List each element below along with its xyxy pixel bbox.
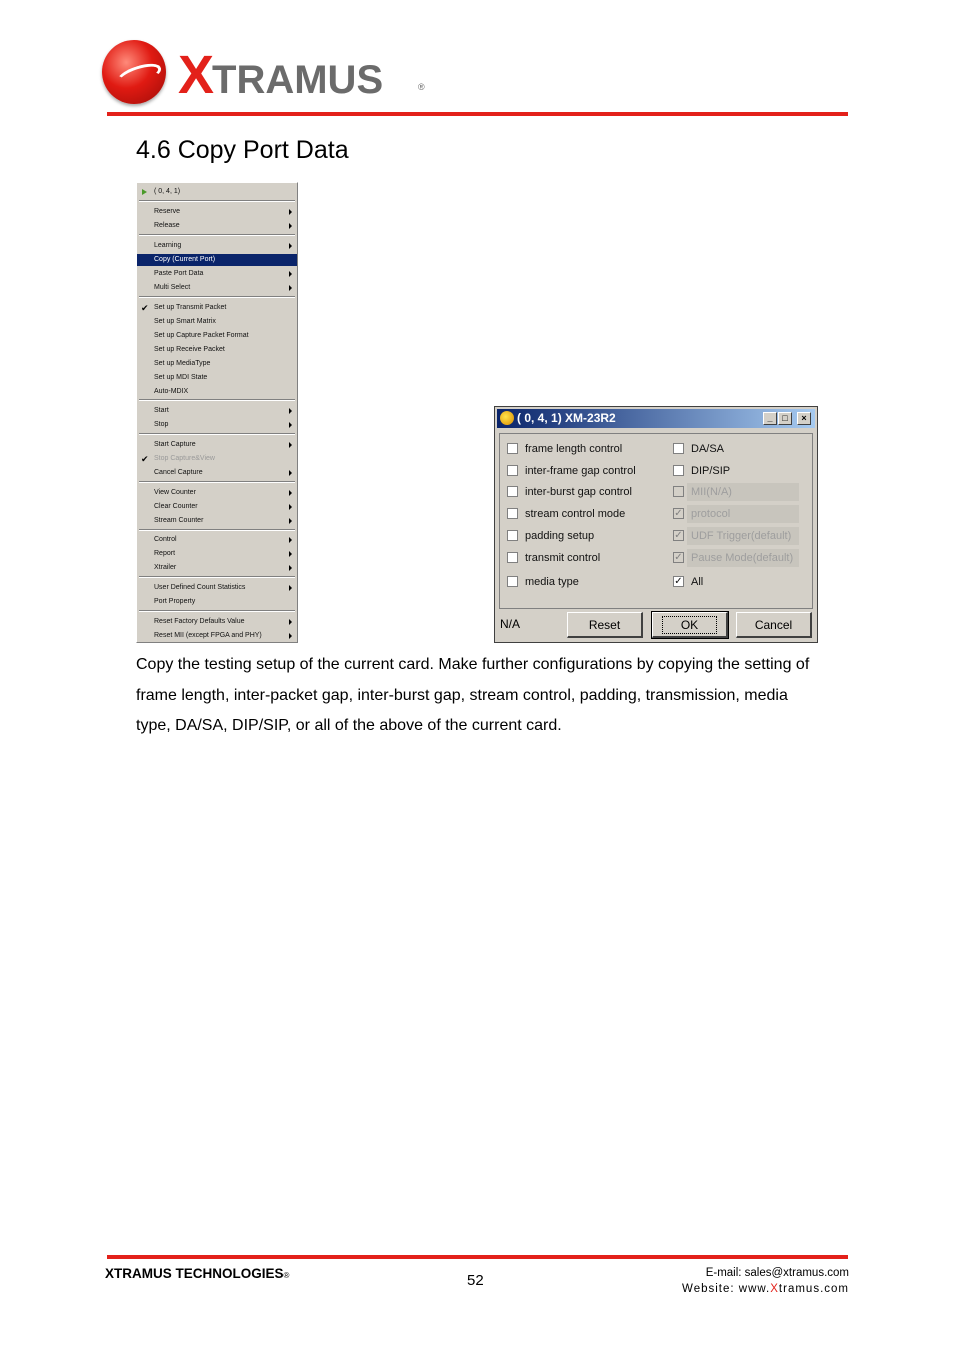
checkbox-box: ✓ (674, 552, 683, 563)
menu-item-label: Reserve (154, 208, 181, 215)
checkbox-label: frame length control (525, 443, 623, 455)
logo-globe-icon (102, 40, 166, 104)
menu-item-label: Port Property (154, 598, 196, 605)
submenu-arrow-icon (289, 209, 292, 215)
close-button[interactable]: × (797, 412, 811, 425)
menu-item[interactable] (137, 467, 297, 479)
menu-separator (139, 433, 295, 435)
checkbox-box[interactable]: ✓ (674, 576, 683, 587)
menu-item-label: Start (154, 407, 169, 414)
menu-item[interactable] (137, 616, 297, 628)
logo-wordmark: XTRAMUS (178, 45, 384, 105)
checkbox-box[interactable] (673, 443, 684, 454)
checkbox-label: transmit control (525, 552, 601, 564)
dialog-title: ( 0, 4, 1) XM-23R2 (517, 411, 616, 425)
options-panel (499, 433, 813, 609)
menu-item-label: Stop Capture&View (154, 455, 215, 462)
menu-separator (139, 576, 295, 578)
section-title: 4.6 Copy Port Data (136, 136, 349, 164)
menu-item[interactable] (137, 582, 297, 594)
menu-item-label: Stop (154, 421, 169, 428)
menu-item[interactable] (137, 282, 297, 294)
menu-item[interactable] (137, 358, 297, 370)
menu-item-label: Release (154, 222, 180, 229)
menu-item[interactable] (137, 548, 297, 560)
menu-separator (139, 610, 295, 612)
submenu-arrow-icon (289, 442, 292, 448)
checkbox-label: DA/SA (691, 443, 725, 455)
footer-rule (107, 1255, 848, 1259)
checkbox-box[interactable] (507, 443, 518, 454)
menu-item-label: Cancel Capture (154, 469, 203, 476)
submenu-arrow-icon (289, 285, 292, 291)
menu-item[interactable] (137, 206, 297, 218)
footer-email: E-mail: sales@xtramus.com (705, 1267, 849, 1279)
logo-registered-mark: ® (418, 82, 425, 92)
submenu-arrow-icon (289, 518, 292, 524)
submenu-arrow-icon (289, 223, 292, 229)
menu-item-label: Set up MediaType (154, 360, 211, 367)
checkbox-label: protocol (691, 508, 731, 520)
dialog-title-bar (497, 409, 815, 428)
menu-item-label: Set up MDI State (154, 374, 208, 381)
menu-item (137, 453, 297, 465)
menu-item[interactable] (137, 562, 297, 574)
header-rule (107, 112, 848, 116)
menu-separator (139, 200, 295, 202)
copy-port-dialog (494, 406, 818, 643)
checkbox-label: inter-burst gap control (525, 486, 632, 498)
checkbox-label: media type (525, 576, 579, 588)
submenu-arrow-icon (289, 504, 292, 510)
submenu-arrow-icon (289, 243, 292, 249)
submenu-arrow-icon (289, 633, 292, 639)
menu-item-label: Set up Receive Packet (154, 346, 225, 353)
menu-item-label: Xtrailer (154, 564, 177, 571)
cancel-button[interactable]: Cancel (736, 612, 812, 638)
ok-button[interactable] (652, 612, 728, 638)
menu-item[interactable] (137, 501, 297, 513)
menu-separator (139, 399, 295, 401)
menu-item[interactable] (137, 254, 297, 266)
checkbox-box[interactable] (507, 530, 518, 541)
menu-item[interactable] (137, 330, 297, 342)
menu-item[interactable] (137, 596, 297, 608)
footer-company: XTRAMUS TECHNOLOGIES® (105, 1266, 290, 1281)
checkbox-label: stream control mode (525, 508, 626, 520)
menu-item-label: Reset MII (except FPGA and PHY) (154, 632, 262, 639)
checkmark-icon: ✔ (141, 303, 149, 313)
checkbox-box: ✓ (674, 530, 683, 541)
checkbox-label: UDF Trigger(default) (691, 530, 792, 542)
page-number: 52 (467, 1272, 484, 1289)
menu-separator (139, 296, 295, 298)
menu-item-label: Clear Counter (154, 503, 198, 510)
menu-separator (139, 234, 295, 236)
menu-item[interactable] (137, 419, 297, 431)
menu-item[interactable] (137, 344, 297, 356)
menu-item[interactable] (137, 534, 297, 546)
menu-item-label: Report (154, 550, 176, 557)
menu-separator (139, 481, 295, 483)
footer-website: Website: www.Xtramus.com (682, 1283, 849, 1295)
menu-item-label: Reset Factory Defaults Value (154, 618, 245, 625)
submenu-arrow-icon (289, 565, 292, 571)
submenu-arrow-icon (289, 585, 292, 591)
menu-item[interactable] (137, 405, 297, 417)
checkbox-label: padding setup (525, 530, 595, 542)
menu-item-label: View Counter (154, 489, 196, 496)
menu-item-label: Stream Counter (154, 517, 204, 524)
menu-item-label: Multi Select (154, 284, 191, 291)
checkbox-box[interactable] (507, 552, 518, 563)
menu-item[interactable] (137, 386, 297, 398)
submenu-arrow-icon (289, 551, 292, 557)
xtramus-logo (102, 38, 432, 108)
checkbox-box[interactable] (507, 508, 518, 519)
checkbox-label: All (691, 576, 704, 588)
menu-item-label: Set up Smart Matrix (154, 318, 216, 325)
menu-separator (139, 529, 295, 531)
menu-item[interactable] (137, 302, 297, 314)
play-icon (142, 189, 147, 195)
app-icon (500, 411, 514, 425)
submenu-arrow-icon (289, 422, 292, 428)
menu-item-label: User Defined Count Statistics (154, 584, 246, 591)
checkbox-box[interactable] (507, 465, 518, 476)
checkbox-label: DIP/SIP (691, 465, 731, 477)
reset-button[interactable]: Reset (567, 612, 643, 638)
menu-item[interactable] (137, 487, 297, 499)
menu-item[interactable] (137, 630, 297, 642)
menu-item-label: Copy (Current Port) (154, 256, 216, 263)
submenu-arrow-icon (289, 619, 292, 625)
checkbox-box (673, 486, 684, 497)
ok-button-label: OK (662, 616, 717, 634)
checkbox-box: ✓ (674, 508, 683, 519)
submenu-arrow-icon (289, 490, 292, 496)
submenu-arrow-icon (289, 408, 292, 414)
checkbox-label: Pause Mode(default) (691, 552, 794, 564)
port-context-menu (136, 182, 298, 643)
menu-item[interactable] (137, 316, 297, 328)
maximize-button[interactable]: □ (778, 412, 792, 425)
menu-item-label: Paste Port Data (154, 270, 204, 277)
description-paragraph: Copy the testing setup of the current card. Make further configurations by copying the setting of frame length, inter-packet gap, inter-burst gap, stream control, padding, transmission, media type, DA/SA, DIP/SIP, or all of the above of the current card. (136, 656, 810, 734)
menu-item-label: Start Capture (154, 441, 196, 448)
minimize-button[interactable]: _ (763, 412, 777, 425)
menu-item[interactable] (137, 372, 297, 384)
submenu-arrow-icon (289, 537, 292, 543)
menu-item-label: Control (154, 536, 177, 543)
checkbox-label: MII(N/A) (691, 486, 732, 498)
checkmark-icon: ✔ (141, 454, 149, 464)
submenu-arrow-icon (289, 470, 292, 476)
menu-item-label: Set up Capture Packet Format (154, 332, 249, 339)
menu-item[interactable] (137, 515, 297, 527)
menu-item[interactable] (137, 220, 297, 232)
menu-item-label: Learning (154, 242, 182, 249)
menu-item[interactable] (137, 268, 297, 280)
menu-item-label: ( 0, 4, 1) (154, 188, 181, 195)
checkbox-box[interactable] (673, 465, 684, 476)
menu-item[interactable] (137, 240, 297, 252)
submenu-arrow-icon (289, 271, 292, 277)
status-text: N/A (500, 617, 521, 631)
menu-item-label: Auto-MDIX (154, 388, 189, 395)
checkbox-label: inter-frame gap control (525, 465, 636, 477)
checkbox-box[interactable] (507, 576, 518, 587)
menu-item[interactable] (137, 439, 297, 451)
checkbox-box[interactable] (507, 486, 518, 497)
menu-item[interactable] (137, 186, 297, 198)
menu-item-label: Set up Transmit Packet (154, 304, 227, 311)
